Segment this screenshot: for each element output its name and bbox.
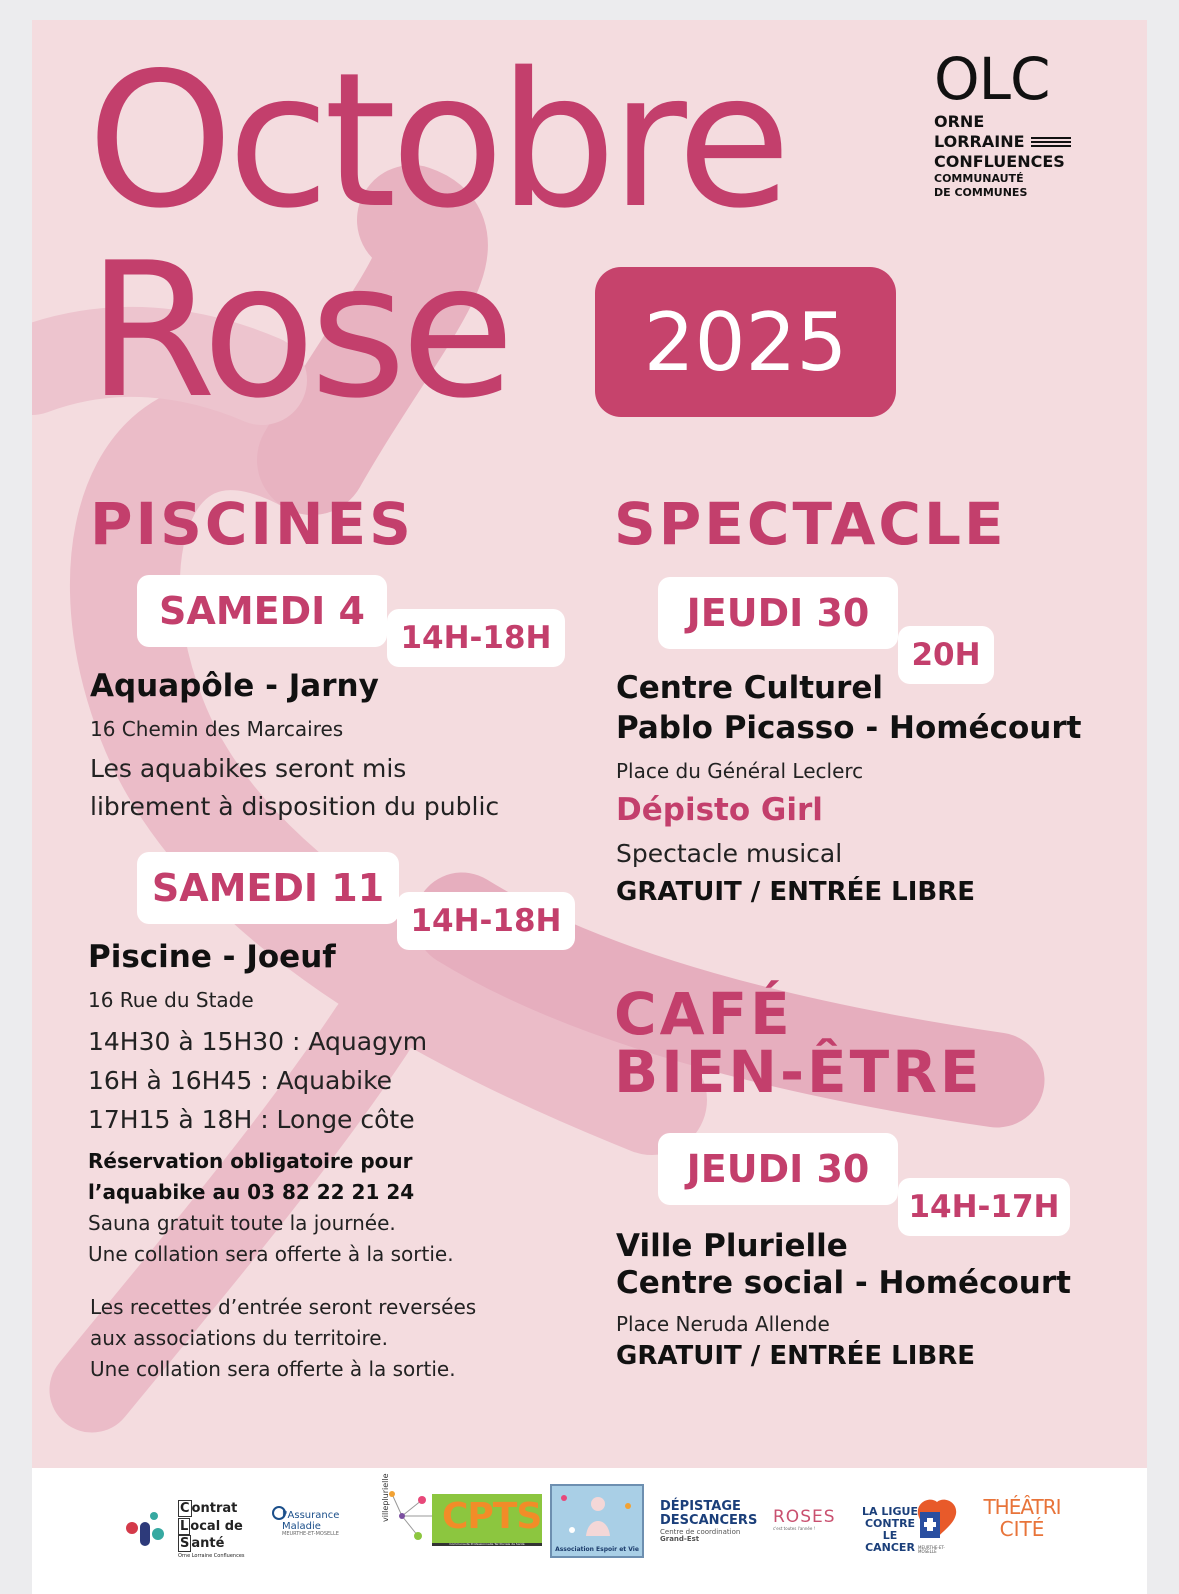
theatri-text-2: CITÉ (999, 1517, 1045, 1541)
piscines-event1-desc-line1: Les aquabikes seront mis (90, 754, 407, 783)
reservation-line1: Réservation obligatoire pour (88, 1149, 413, 1173)
cpts-text: CPTS (442, 1496, 542, 1537)
ligue-text-1: LA LIGUE (862, 1505, 918, 1518)
cpts-logo (432, 1494, 542, 1546)
cpts-subtitle: Communauté Professionnelle Territoriale de Santé (432, 1543, 542, 1546)
cafe-heading (614, 980, 983, 1106)
cls-initial-s: S (180, 1536, 190, 1552)
olc-logo-sub2: DE COMMUNES (934, 186, 1028, 200)
schedule-item: 17H15 à 18H : Longe côte (88, 1104, 415, 1134)
spectacle-show-type: Spectacle musical (616, 839, 843, 868)
reservation-line2: l’aquabike au 03 82 22 21 24 (88, 1180, 415, 1204)
olc-logo (934, 45, 1094, 201)
piscines-event1-date: SAMEDI 4 (137, 575, 387, 647)
schedule-item: 14H30 à 15H30 : Aquagym (88, 1027, 428, 1056)
cls-logo (124, 1500, 254, 1562)
olc-logo-bars (1031, 137, 1071, 147)
piscines-event1-venue: Aquapôle - Jarny (90, 668, 379, 704)
olc-logo-line2: LORRAINE (934, 132, 1025, 151)
spectacle-venue-line2: Pablo Picasso - Homécourt (616, 710, 1082, 747)
spectacle-heading: SPECTACLE (614, 490, 1007, 558)
cafe-time: 14H-17H (898, 1178, 1070, 1236)
ligue-text-3: LE CANCER (865, 1529, 915, 1555)
spectacle-date: JEUDI 30 (658, 577, 898, 649)
sauna-note: Sauna gratuit toute la journée. (88, 1211, 396, 1235)
assurance-text-2: Maladie (282, 1521, 321, 1532)
piscines-event1-desc-line2: librement à disposition du public (90, 791, 500, 821)
olc-logo-sub1: COMMUNAUTÉ (934, 172, 1024, 185)
ligue-subtitle: MEURTHE-ET-MOSELLE (918, 1545, 945, 1555)
piscines-event2-time: 14H-18H (397, 892, 575, 950)
olc-logo-line1: ORNE (934, 112, 985, 131)
spectacle-address: Place du Général Leclerc (616, 759, 864, 783)
partner-logos-footer (32, 1468, 1147, 1594)
footer-note-line1: Les recettes d’entrée seront reversées (90, 1295, 477, 1319)
piscines-footer-note (90, 1292, 476, 1385)
cls-text-3: anté (191, 1536, 225, 1552)
assurance-text-3: MEURTHE-ET-MOSELLE (282, 1531, 339, 1537)
footer-note-line3: Une collation sera offerte à la sortie. (90, 1357, 456, 1381)
cls-icon (124, 1510, 172, 1554)
cls-text-2: ocal de (190, 1518, 243, 1534)
cafe-venue (616, 1228, 1071, 1302)
spectacle-venue-line1: Centre Culturel (616, 670, 884, 706)
cafe-address: Place Neruda Allende (616, 1312, 830, 1336)
depistage-text-3: Centre de coordination (660, 1527, 741, 1536)
spectacle-price: GRATUIT / ENTRÉE LIBRE (616, 877, 976, 907)
piscines-event2-venue: Piscine - Joeuf (88, 939, 336, 975)
spectacle-show-title: Dépisto Girl (616, 792, 823, 828)
theatri-text-1: THÉÂTRI (983, 1495, 1061, 1519)
year-badge: 2025 (595, 267, 896, 417)
spectacle-time: 20H (898, 626, 994, 684)
piscines-event1-desc (90, 750, 499, 825)
piscines-heading: PISCINES (90, 490, 414, 558)
cafe-venue-line1: Ville Plurielle (616, 1228, 848, 1264)
piscines-event2-date: SAMEDI 11 (137, 852, 399, 924)
cafe-price: GRATUIT / ENTRÉE LIBRE (616, 1341, 976, 1371)
cls-subtitle: Orne Lorraine Confluences (178, 1552, 245, 1559)
piscines-event1-address: 16 Chemin des Marcaires (90, 717, 344, 741)
depistage-text-4: Grand-Est (660, 1535, 700, 1544)
cafe-heading-line2: BIEN-ÊTRE (614, 1038, 983, 1106)
assurance-text-1: l'Assurance (282, 1510, 340, 1521)
depistage-text-1: DÉPISTAGE (660, 1499, 741, 1514)
ville-plurielle-text: villeplurielle (381, 1473, 390, 1522)
ligue-text-2: CONTRE (864, 1517, 916, 1531)
collation-note: Une collation sera offerte à la sortie. (88, 1242, 454, 1266)
cls-initial-l: L (180, 1518, 189, 1534)
depistage-des-cancers-logo (660, 1500, 770, 1544)
espoir-et-vie-text: Association Espoir et Vie (555, 1546, 639, 1554)
roses-subtitle: c'est toutes l'année ! (773, 1525, 816, 1531)
footer-note-line2: aux associations du territoire. (90, 1326, 388, 1350)
espoir-et-vie-logo (550, 1484, 644, 1558)
olc-logo-line3: CONFLUENCES (934, 152, 1065, 171)
theatri-cite-logo (972, 1496, 1072, 1540)
cls-text-1: ontrat (191, 1501, 238, 1516)
ligue-contre-le-cancer-logo (862, 1498, 962, 1560)
piscines-event2-schedule (88, 1023, 427, 1139)
cafe-venue-line2: Centre social - Homécourt (616, 1265, 1071, 1302)
spectacle-venue (616, 668, 1081, 749)
schedule-item: 16H à 16H45 : Aquabike (88, 1065, 393, 1095)
olc-logo-main: OLC (934, 45, 1050, 113)
title-octobre: Octobre (87, 32, 786, 249)
espoir-et-vie-figure-icon (552, 1486, 642, 1546)
poster (32, 20, 1147, 1468)
roses-text: ROSES (773, 1507, 836, 1527)
ligue-cross-icon (914, 1498, 960, 1544)
cafe-date: JEUDI 30 (658, 1133, 898, 1205)
piscines-event1-time: 14H-18H (387, 609, 565, 667)
cls-initial-c: C (180, 1501, 190, 1516)
depistage-text-2: DESCANCERS (660, 1513, 758, 1529)
piscines-event2-notes (88, 1146, 454, 1270)
roses-logo (773, 1508, 851, 1531)
title-rose: Rose (87, 222, 510, 439)
cafe-heading-line1: CAFÉ (614, 980, 793, 1048)
piscines-event2-address: 16 Rue du Stade (88, 988, 254, 1012)
